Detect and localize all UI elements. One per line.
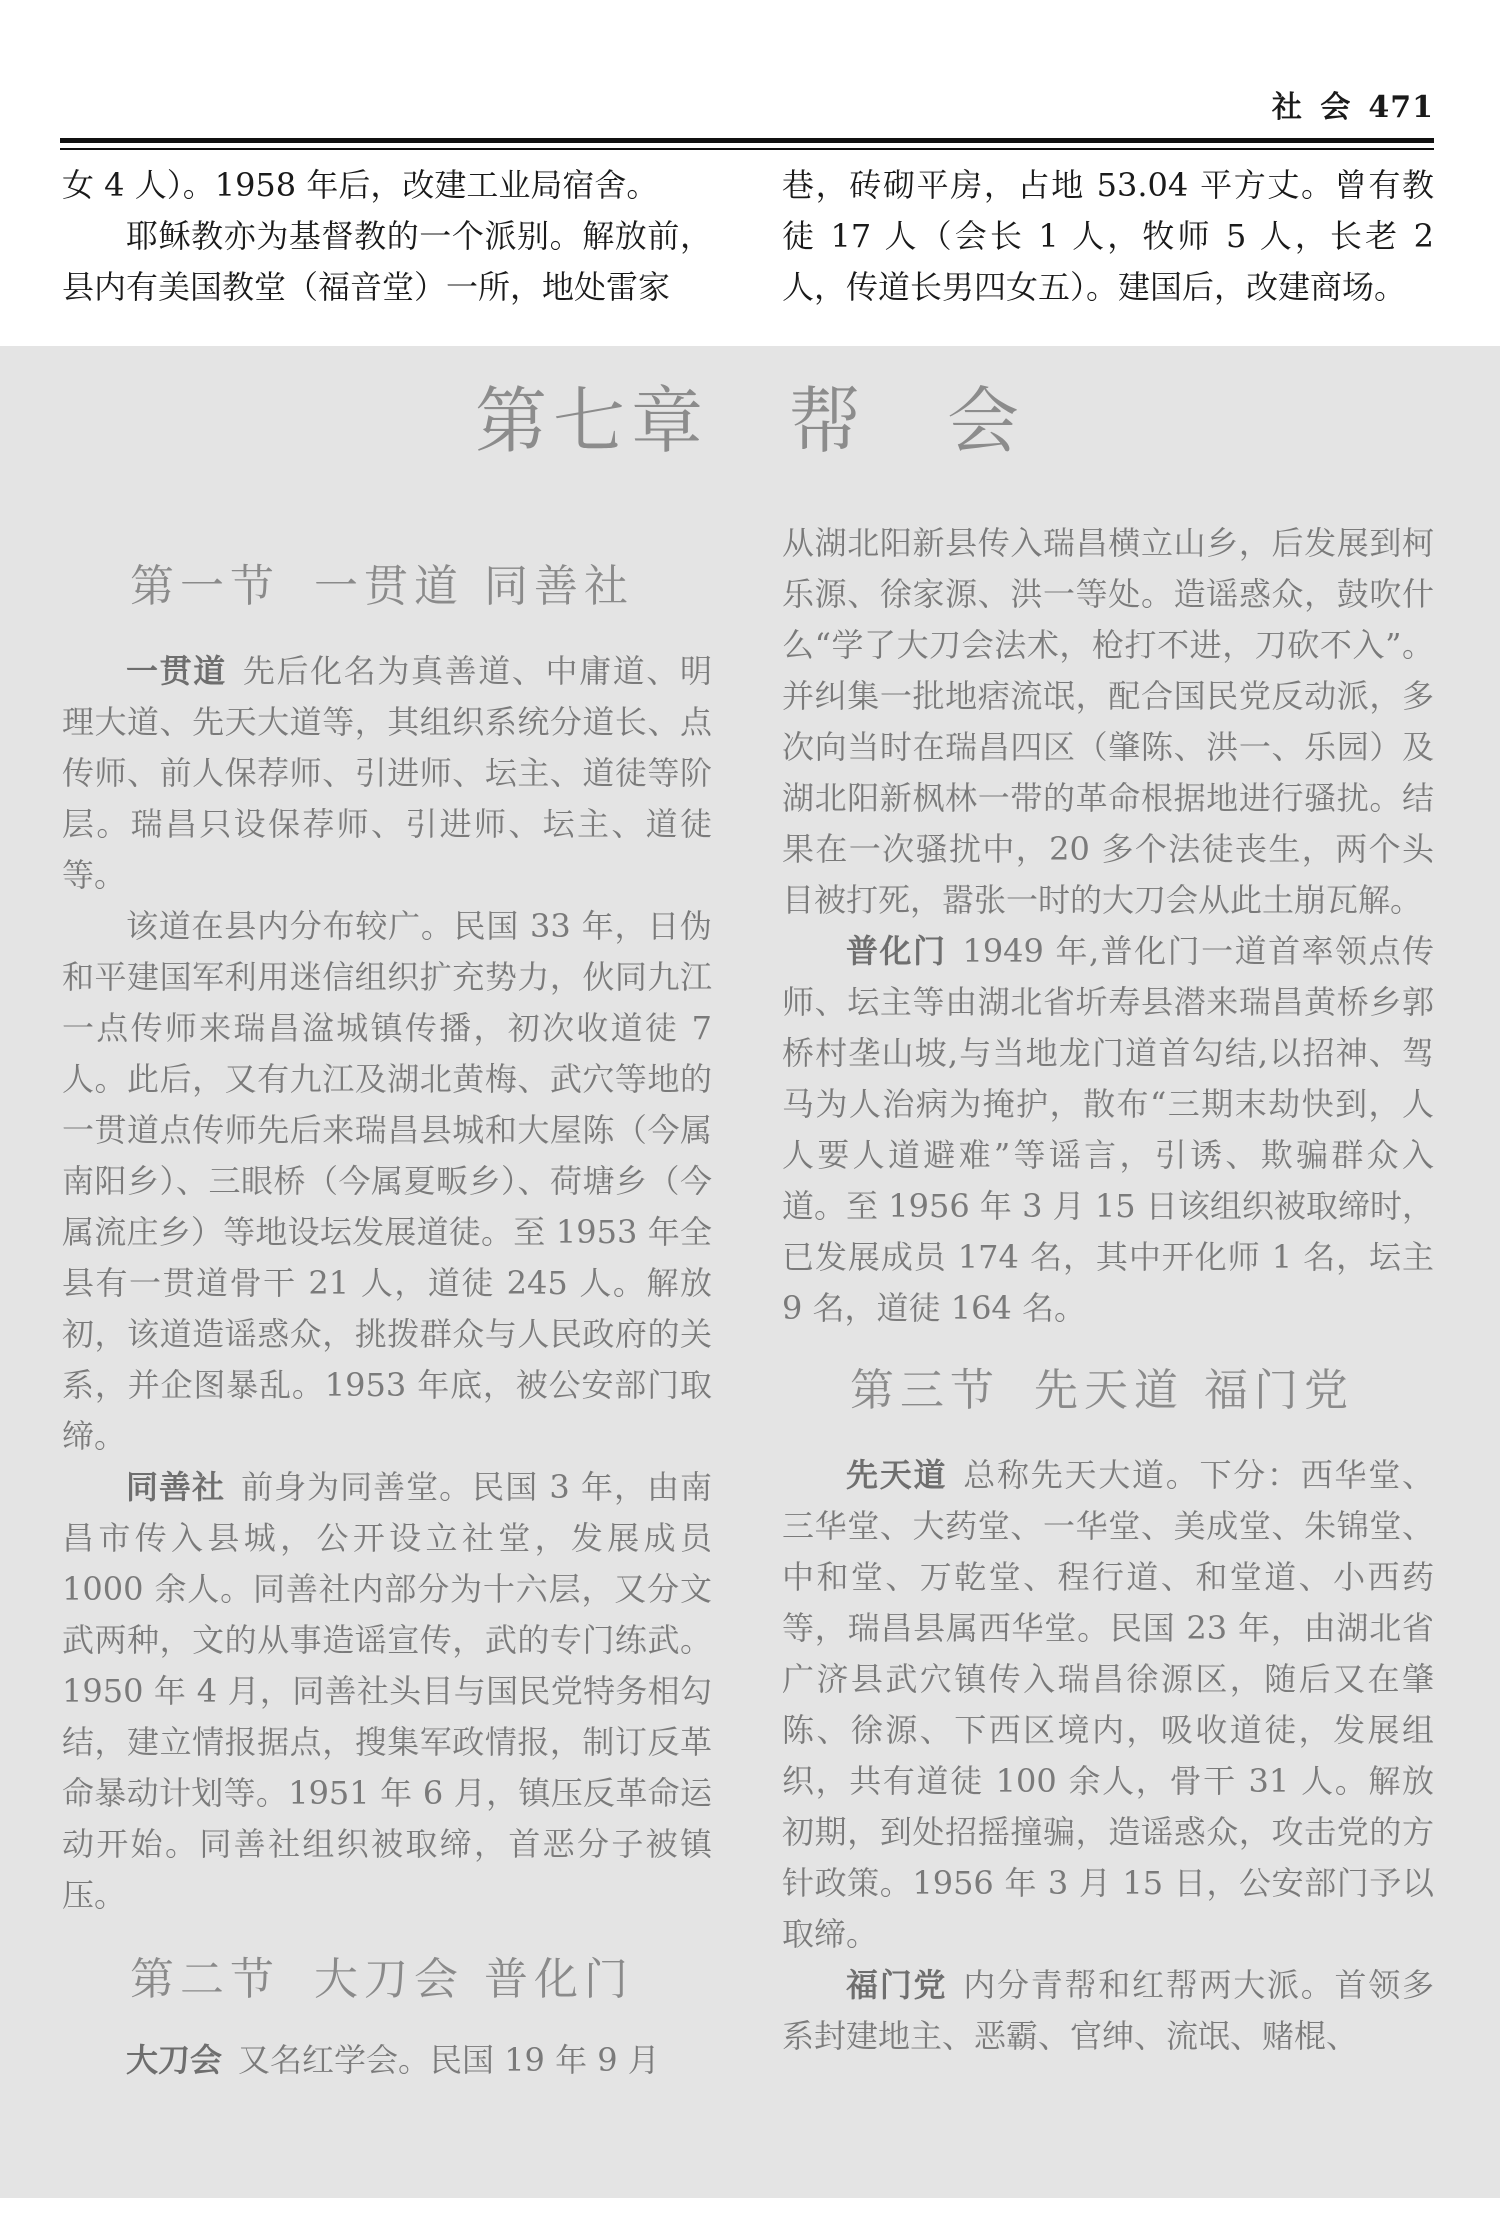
- keyword: 一贯道: [126, 652, 227, 690]
- right-column: [782, 518, 1434, 2062]
- paragraph: 从湖北阳新县传入瑞昌横立山乡，后发展到柯乐源、徐家源、洪一等处。造谣惑众，鼓吹什么“学了大刀会法术，枪打不进，刀砍不入”。并纠集一批地痞流氓，配合国民党反动派，多次向当时在瑞昌四区（肇陈、洪一、乐园）及湖北阳新枫林一带的革命根据地进行骚扰。结果在一次骚扰中，20 多个法徒丧生，两个头目被打死，嚣张一时的大刀会从此土崩瓦解。: [782, 524, 1434, 919]
- top-left-column: [62, 160, 712, 313]
- keyword: 先天道: [846, 1456, 948, 1494]
- chapter-number: 第七章: [474, 379, 709, 463]
- paragraph: 大刀会 又名红学会。民国 19 年 9 月: [126, 2041, 660, 2079]
- paragraph: 一贯道 先后化名为真善道、中庸道、明理大道、先天大道等，其组织系统分道长、点传师、前人保荐师、引进师、坛主、道徒等阶层。瑞昌只设保荐师、引进师、坛主、道徒等。: [62, 652, 712, 894]
- section-heading: [782, 1354, 1434, 1428]
- section-number: 第二节: [130, 1954, 280, 2005]
- keyword: 普化门: [846, 932, 947, 970]
- section-heading: [62, 550, 712, 624]
- top-right-column: [782, 160, 1434, 313]
- keyword: 福门党: [846, 1966, 948, 2004]
- keyword: 大刀会: [126, 2041, 223, 2079]
- header-rule-thick: [60, 138, 1434, 143]
- paragraph: 该道在县内分布较广。民国 33 年，日伪和平建国军利用迷信组织扩充势力，伙同九江一点传师来瑞昌湓城镇传播，初次收道徒 7 人。此后，又有九江及湖北黄梅、武穴等地的一贯道点传师先后来瑞昌县城和大屋陈（今属南阳乡）、三眼桥（今属夏畈乡）、荷塘乡（今属流庄乡）等地设坛发展道徒。至 1953 年全县有一贯道骨干 21 人，道徒 245 人。解放初，该道造谣惑众，挑拨群众与人民政府的关系，并企图暴乱。1953 年底，被公安部门取缔。: [62, 907, 712, 1455]
- paragraph: 巷，砖砌平房，占地 53.04 平方丈。曾有教徒 17 人（会长 1 人，牧师 5 人，长老 2 人，传道长男四女五）。建国后，改建商场。: [782, 166, 1434, 306]
- keyword: 同善社: [126, 1468, 226, 1506]
- section-title: 先天道 福门党: [1034, 1365, 1354, 1416]
- section-heading: [62, 1943, 712, 2017]
- section-number: 第三节: [850, 1365, 1000, 1416]
- section-title: 一贯道 同善社: [314, 561, 634, 612]
- left-column: [62, 518, 712, 2086]
- paragraph: 先天道 总称先天大道。下分：西华堂、三华堂、大药堂、一华堂、美成堂、朱锦堂、中和堂、万乾堂、程行道、和堂道、小西药等，瑞昌县属西华堂。民国 23 年，由湖北省广济县武穴镇传入瑞昌徐源区，随后又在肇陈、徐源、下西区境内，吸收道徒，发展组织，共有道徒 100 余人，骨干 31 人。解放初期，到处招摇撞骗，造谣惑众，攻击党的方针政策。1956 年 3 月 15 日，公安部门予以取缔。: [782, 1456, 1434, 1953]
- running-header: [1272, 82, 1434, 126]
- paragraph: 耶稣教亦为基督教的一个派别。解放前，县内有美国教堂（福音堂）一所，地处雷家: [62, 217, 712, 306]
- chapter-title: [0, 376, 1500, 466]
- header-section: 社 会: [1271, 90, 1355, 125]
- paragraph: 同善社 前身为同善堂。民国 3 年，由南昌市传入县城，公开设立社堂，发展成员 1000 余人。同善社内部分为十六层，又分文武两种，文的从事造谣宣传，武的专门练武。1950 年 4 月，同善社头目与国民党特务相勾结，建立情报据点，搜集军政情报，制订反革命暴动计划等。1951 年 6 月，镇压反革命运动开始。同善社组织被取缔，首恶分子被镇压。: [62, 1468, 712, 1914]
- page-number: 471: [1368, 90, 1434, 125]
- header-rule-thin: [60, 148, 1434, 150]
- section-number: 第一节: [130, 561, 280, 612]
- paragraph: 福门党 内分青帮和红帮两大派。首领多系封建地主、恶霸、官绅、流氓、赌棍、: [782, 1966, 1434, 2055]
- chapter-title-part: 会: [947, 379, 1026, 463]
- section-title: 大刀会 普化门: [314, 1954, 634, 2005]
- chapter-title-part: 帮: [788, 379, 867, 463]
- paragraph: 普化门 1949 年,普化门一道首率领点传师、坛主等由湖北省圻寿县潜来瑞昌黄桥乡郭桥村垄山坡,与当地龙门道首勾结,以招神、驾马为人治病为掩护，散布“三期末劫快到，人人要人道避难”等谣言，引诱、欺骗群众入道。至 1956 年 3 月 15 日该组织被取缔时，已发展成员 174 名，其中开化师 1 名，坛主 9 名，道徒 164 名。: [782, 932, 1434, 1327]
- paragraph: 女 4 人）。1958 年后，改建工业局宿舍。: [62, 166, 659, 204]
